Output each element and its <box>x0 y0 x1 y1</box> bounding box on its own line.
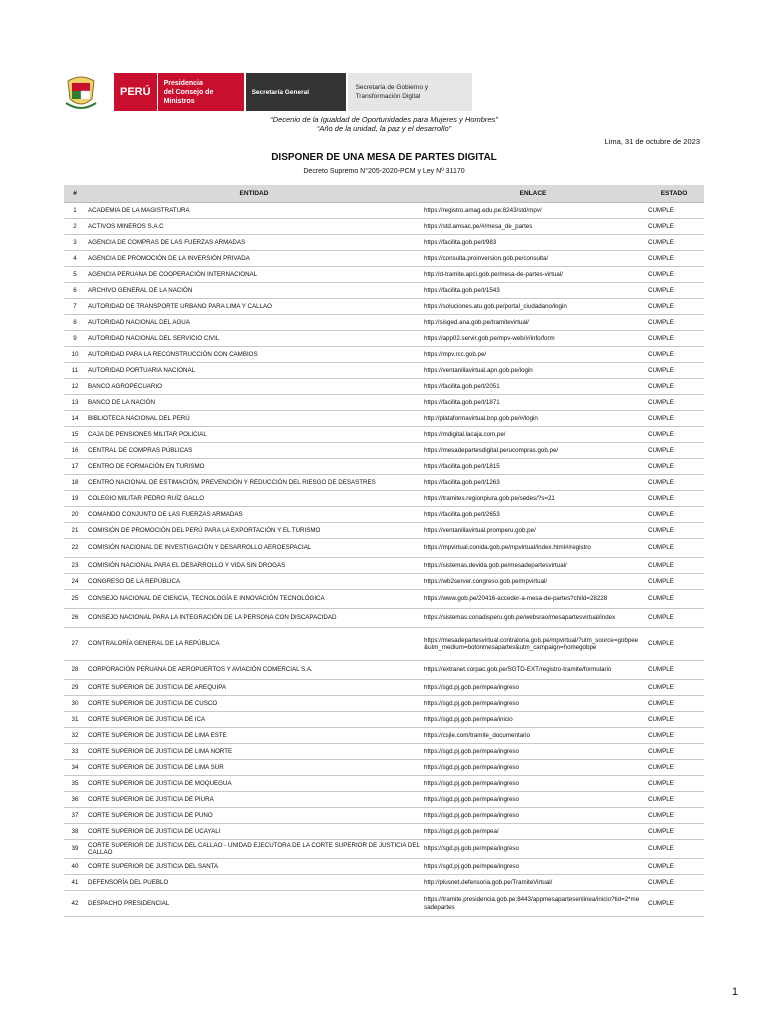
row-enlace[interactable]: https://wb2server.congreso.gob.pe/mpvirtual/ <box>422 574 644 590</box>
row-estado: CUMPLE <box>644 331 704 347</box>
row-enlace[interactable]: https://facilita.gob.pe/t/1263 <box>422 475 644 491</box>
row-entidad: ACADEMIA DE LA MAGISTRATURA <box>86 203 422 219</box>
row-number: 16 <box>64 443 86 459</box>
row-estado: CUMPLE <box>644 539 704 558</box>
row-estado: CUMPLE <box>644 283 704 299</box>
row-enlace[interactable]: https://sgd.pj.gob.pe/mpea/ingreso <box>422 840 644 859</box>
row-entidad: COMISIÓN NACIONAL PARA EL DESARROLLO Y VIDA SIN DROGAS <box>86 558 422 574</box>
row-estado: CUMPLE <box>644 744 704 760</box>
table-row <box>64 267 704 283</box>
row-number: 6 <box>64 283 86 299</box>
row-estado: CUMPLE <box>644 680 704 696</box>
row-number: 25 <box>64 590 86 609</box>
row-estado: CUMPLE <box>644 891 704 917</box>
row-number: 17 <box>64 459 86 475</box>
row-enlace[interactable]: https://facilita.gob.pe/t/983 <box>422 235 644 251</box>
row-entidad: CENTRO NACIONAL DE ESTIMACIÓN, PREVENCIÓN Y REDUCCIÓN DEL RIESGO DE DESASTRES <box>86 475 422 491</box>
table-row <box>64 427 704 443</box>
row-entidad: DEFENSORÍA DEL PUEBLO <box>86 875 422 891</box>
row-entidad: AUTORIDAD NACIONAL DEL SERVICIO CIVIL <box>86 331 422 347</box>
row-number: 40 <box>64 859 86 875</box>
row-number: 32 <box>64 728 86 744</box>
row-estado: CUMPLE <box>644 379 704 395</box>
row-estado: CUMPLE <box>644 443 704 459</box>
sgtd-label <box>348 73 472 111</box>
row-entidad: CORTE SUPERIOR DE JUSTICIA DE UCAYALI <box>86 824 422 840</box>
row-estado: CUMPLE <box>644 712 704 728</box>
row-number: 19 <box>64 491 86 507</box>
row-entidad: CORTE SUPERIOR DE JUSTICIA DE LIMA ESTE <box>86 728 422 744</box>
row-entidad: AUTORIDAD NACIONAL DEL AGUA <box>86 315 422 331</box>
header-entidad: ENTIDAD <box>86 185 422 203</box>
table-row <box>64 395 704 411</box>
row-number: 26 <box>64 609 86 628</box>
table-row <box>64 808 704 824</box>
peru-label: PERÚ <box>118 73 158 111</box>
row-entidad: CORTE SUPERIOR DE JUSTICIA DE LIMA NORTE <box>86 744 422 760</box>
page-subtitle: Decreto Supremo N°205-2020-PCM y Ley Nº 31170 <box>303 168 465 175</box>
table-row <box>64 491 704 507</box>
row-estado: CUMPLE <box>644 840 704 859</box>
pcm-line2: del Consejo de Ministros <box>163 88 214 105</box>
row-entidad: ARCHIVO GENERAL DE LA NACIÓN <box>86 283 422 299</box>
row-enlace[interactable]: https://registro.amag.edu.pe:8243/std/mpv/ <box>422 203 644 219</box>
header-number: # <box>64 185 86 203</box>
row-enlace[interactable]: https://sgd.pj.gob.pe/mpea/ingreso <box>422 744 644 760</box>
row-number: 13 <box>64 395 86 411</box>
row-entidad: BIBLIOTECA NACIONAL DEL PERÚ <box>86 411 422 427</box>
row-number: 10 <box>64 347 86 363</box>
row-estado: CUMPLE <box>644 776 704 792</box>
row-entidad: AGENCIA PERUANA DE COOPERACIÓN INTERNACIONAL <box>86 267 422 283</box>
table-row <box>64 219 704 235</box>
pcm-label <box>158 79 244 106</box>
row-enlace[interactable]: https://consulta.proinversion.gob.pe/consulta/ <box>422 251 644 267</box>
row-estado: CUMPLE <box>644 219 704 235</box>
table-row <box>64 283 704 299</box>
page-number: 1 <box>731 986 738 998</box>
row-enlace[interactable]: https://sgd.pj.gob.pe/mpea/ingreso <box>422 760 644 776</box>
header-estado: ESTADO <box>644 185 704 203</box>
row-estado: CUMPLE <box>644 696 704 712</box>
row-estado: CUMPLE <box>644 824 704 840</box>
row-estado: CUMPLE <box>644 267 704 283</box>
row-enlace[interactable]: https://app02.servir.gob.pe/mpv-web/#/info/form <box>422 331 644 347</box>
table-row <box>64 523 704 539</box>
row-number: 24 <box>64 574 86 590</box>
pcm-line1: Presidencia <box>163 79 203 87</box>
row-enlace[interactable]: https://facilita.gob.pe/t/1871 <box>422 395 644 411</box>
row-estado: CUMPLE <box>644 299 704 315</box>
row-enlace[interactable]: http://d-tramite.apci.gob.pe/mesa-de-partes-virtual/ <box>422 267 644 283</box>
row-enlace[interactable]: https://sgd.pj.gob.pe/mpea/ingreso <box>422 808 644 824</box>
table-row <box>64 712 704 728</box>
row-entidad: BANCO AGROPECUARIO <box>86 379 422 395</box>
table-row <box>64 776 704 792</box>
row-number: 38 <box>64 824 86 840</box>
row-entidad: CORTE SUPERIOR DE JUSTICIA DEL CALLAO - UNIDAD EJECUTORA DE LA CORTE SUPERIOR DE JUSTICIA DEL CALLAO <box>86 840 422 859</box>
row-number: 4 <box>64 251 86 267</box>
table-row <box>64 680 704 696</box>
row-enlace[interactable]: https://sgd.pj.gob.pe/mpea/ingreso <box>422 859 644 875</box>
row-enlace[interactable]: https://extranet.corpac.gob.pe/SGTD-EXT/registro-tramite/formulario <box>422 661 644 680</box>
row-enlace[interactable]: https://std.amsac.pe/#/mesa_de_partes <box>422 219 644 235</box>
row-entidad: AGENCIA DE COMPRAS DE LAS FUERZAS ARMADAS <box>86 235 422 251</box>
row-estado: CUMPLE <box>644 315 704 331</box>
row-number: 37 <box>64 808 86 824</box>
row-enlace[interactable]: https://soluciones.atu.gob.pe/portal_ciudadano/login <box>422 299 644 315</box>
decenio-line2: “Año de la unidad, la paz y el desarrollo” <box>316 124 452 133</box>
row-enlace[interactable]: https://facilita.gob.pe/t/2653 <box>422 507 644 523</box>
table-row <box>64 315 704 331</box>
row-number: 14 <box>64 411 86 427</box>
table-row <box>64 840 704 859</box>
row-estado: CUMPLE <box>644 459 704 475</box>
row-entidad: CORTE SUPERIOR DE JUSTICIA DE PUNO <box>86 808 422 824</box>
row-enlace[interactable]: https://tramite.presidencia.gob.pe:8443/appmesapartesenlinea/inicio?tid=2*mesadepartes <box>422 891 644 917</box>
row-enlace[interactable]: https://mesadepartesvirtual.contraloria.gob.pe/mpvirtual/?utm_source=gobpee&utm_medium=botonmesapartes&utm_campaign=homegobpe <box>422 628 644 661</box>
sgtd-line1: Secretaría de Gobierno y <box>355 84 429 91</box>
row-entidad: CORTE SUPERIOR DE JUSTICIA DE LIMA SUR <box>86 760 422 776</box>
row-estado: CUMPLE <box>644 590 704 609</box>
row-number: 41 <box>64 875 86 891</box>
row-enlace[interactable]: https://tramites.regionpiura.gob.pe/sedes/?s=21 <box>422 491 644 507</box>
row-entidad: COMISIÓN NACIONAL DE INVESTIGACIÓN Y DESARROLLO AEROESPACIAL <box>86 539 422 558</box>
table-row <box>64 760 704 776</box>
row-entidad: CENTRAL DE COMPRAS PÚBLICAS <box>86 443 422 459</box>
row-enlace[interactable]: http://sisged.ana.gob.pe/tramitevirtual/ <box>422 315 644 331</box>
table-row <box>64 443 704 459</box>
row-entidad: CORTE SUPERIOR DE JUSTICIA DE CUSCO <box>86 696 422 712</box>
row-enlace[interactable]: http://plusnet.defensoria.gob.pe/TramiteVirtual/ <box>422 875 644 891</box>
table-header-row <box>64 185 704 203</box>
row-estado: CUMPLE <box>644 523 704 539</box>
row-estado: CUMPLE <box>644 363 704 379</box>
secretaria-general-label: Secretaría General <box>246 73 346 111</box>
row-number: 33 <box>64 744 86 760</box>
table-row <box>64 728 704 744</box>
row-enlace[interactable]: http://plataformavirtual.bnp.gob.pe/#/login <box>422 411 644 427</box>
row-estado: CUMPLE <box>644 728 704 744</box>
row-estado: CUMPLE <box>644 661 704 680</box>
row-estado: CUMPLE <box>644 792 704 808</box>
row-entidad: COMISIÓN DE PROMOCIÓN DEL PERÚ PARA LA EXPORTACIÓN Y EL TURISMO <box>86 523 422 539</box>
row-number: 23 <box>64 558 86 574</box>
page-title: DISPONER DE UNA MESA DE PARTES DIGITAL <box>271 152 497 163</box>
row-entidad: AGENCIA DE PROMOCIÓN DE LA INVERSIÓN PRIVADA <box>86 251 422 267</box>
table-row <box>64 696 704 712</box>
table-row <box>64 875 704 891</box>
row-number: 1 <box>64 203 86 219</box>
row-estado: CUMPLE <box>644 235 704 251</box>
row-enlace[interactable]: https://sistemas.conadisperu.gob.pe/websrao/mesapartesvirtual/index <box>422 609 644 628</box>
row-entidad: CONSEJO NACIONAL DE CIENCIA, TECNOLOGÍA E INNOVACIÓN TECNOLÓGICA <box>86 590 422 609</box>
crest-stripe <box>104 73 114 111</box>
row-enlace[interactable]: https://facilita.gob.pe/t/1815 <box>422 459 644 475</box>
row-enlace[interactable]: https://sgd.pj.gob.pe/mpea/ingreso <box>422 792 644 808</box>
row-estado: CUMPLE <box>644 427 704 443</box>
row-estado: CUMPLE <box>644 859 704 875</box>
row-estado: CUMPLE <box>644 203 704 219</box>
row-number: 36 <box>64 792 86 808</box>
row-number: 20 <box>64 507 86 523</box>
row-entidad: AUTORIDAD PORTUARIA NACIONAL <box>86 363 422 379</box>
row-enlace[interactable]: https://sgd.pj.gob.pe/mpea/ingreso <box>422 776 644 792</box>
row-enlace[interactable]: https://sgd.pj.gob.pe/mpea/inicio <box>422 712 644 728</box>
row-estado: CUMPLE <box>644 574 704 590</box>
row-number: 3 <box>64 235 86 251</box>
row-number: 29 <box>64 680 86 696</box>
row-number: 15 <box>64 427 86 443</box>
row-number: 39 <box>64 840 86 859</box>
row-number: 21 <box>64 523 86 539</box>
row-estado: CUMPLE <box>644 558 704 574</box>
row-enlace[interactable]: https://ventanillavirtual.promperu.gob.pe/ <box>422 523 644 539</box>
row-number: 30 <box>64 696 86 712</box>
sgtd-line2: Transformación Digital <box>355 93 421 100</box>
row-number: 31 <box>64 712 86 728</box>
table-row <box>64 859 704 875</box>
row-estado: CUMPLE <box>644 875 704 891</box>
row-estado: CUMPLE <box>644 628 704 661</box>
table-row <box>64 824 704 840</box>
row-estado: CUMPLE <box>644 347 704 363</box>
row-entidad: CORTE SUPERIOR DE JUSTICIA DE MOQUEGUA <box>86 776 422 792</box>
table-row <box>64 558 704 574</box>
table-row <box>64 379 704 395</box>
table-row <box>64 475 704 491</box>
row-entidad: BANCO DE LA NACIÓN <box>86 395 422 411</box>
row-enlace[interactable]: https://sgd.pj.gob.pe/mpea/ingreso <box>422 696 644 712</box>
table-row <box>64 299 704 315</box>
table-row <box>64 235 704 251</box>
table-row <box>64 744 704 760</box>
table-row <box>64 609 704 628</box>
row-number: 12 <box>64 379 86 395</box>
row-number: 28 <box>64 661 86 680</box>
table-row <box>64 411 704 427</box>
pcm-header <box>64 72 472 112</box>
row-entidad: ACTIVOS MINEROS S.A.C <box>86 219 422 235</box>
row-entidad: CORTE SUPERIOR DE JUSTICIA DE ICA <box>86 712 422 728</box>
row-enlace[interactable]: https://sgd.pj.gob.pe/mpea/ <box>422 824 644 840</box>
row-number: 42 <box>64 891 86 917</box>
row-number: 9 <box>64 331 86 347</box>
table-row <box>64 347 704 363</box>
row-number: 11 <box>64 363 86 379</box>
row-enlace[interactable]: https://mpv.rcc.gob.pe/ <box>422 347 644 363</box>
row-estado: CUMPLE <box>644 395 704 411</box>
row-estado: CUMPLE <box>644 609 704 628</box>
row-entidad: AUTORIDAD DE TRANSPORTE URBANO PARA LIMA Y CALLAO <box>86 299 422 315</box>
header-enlace: ENLACE <box>422 185 644 203</box>
row-enlace[interactable]: https://ventanillavirtual.apn.gob.pe/login <box>422 363 644 379</box>
row-entidad: CONGRESO DE LA REPÚBLICA <box>86 574 422 590</box>
row-estado: CUMPLE <box>644 760 704 776</box>
row-estado: CUMPLE <box>644 808 704 824</box>
row-estado: CUMPLE <box>644 251 704 267</box>
row-estado: CUMPLE <box>644 411 704 427</box>
row-entidad: CENTRO DE FORMACIÓN EN TURISMO <box>86 459 422 475</box>
table-row <box>64 331 704 347</box>
row-entidad: AUTORIDAD PARA LA RECONSTRUCCIÓN CON CAMBIOS <box>86 347 422 363</box>
row-enlace[interactable]: https://facilita.gob.pe/t/1543 <box>422 283 644 299</box>
row-number: 5 <box>64 267 86 283</box>
peru-coat-of-arms-icon <box>64 73 98 111</box>
row-number: 22 <box>64 539 86 558</box>
row-entidad: CONSEJO NACIONAL PARA LA INTEGRACIÓN DE LA PERSONA CON DISCAPACIDAD <box>86 609 422 628</box>
row-entidad: CAJA DE PENSIONES MILITAR POLICIAL <box>86 427 422 443</box>
row-number: 18 <box>64 475 86 491</box>
row-entidad: COMANDO CONJUNTO DE LAS FUERZAS ARMADAS <box>86 507 422 523</box>
row-enlace[interactable]: https://www.gob.pe/20416-acceder-a-mesa-de-partes?child=28228 <box>422 590 644 609</box>
row-enlace[interactable]: https://csjle.com/tramite_documentario <box>422 728 644 744</box>
row-entidad: CORTE SUPERIOR DE JUSTICIA DE AREQUIPA <box>86 680 422 696</box>
table-row <box>64 628 704 661</box>
row-entidad: CORPORACIÓN PERUANA DE AEROPUERTOS Y AVIACIÓN COMERCIAL S.A. <box>86 661 422 680</box>
table-row <box>64 507 704 523</box>
decenio-line1: “Decenio de la Igualdad de Oportunidades para Mujeres y Hombres” <box>270 115 498 124</box>
row-estado: CUMPLE <box>644 475 704 491</box>
row-entidad: CORTE SUPERIOR DE JUSTICIA DEL SANTA <box>86 859 422 875</box>
row-enlace[interactable]: https://mdigital.lacaja.com.pe/ <box>422 427 644 443</box>
row-estado: CUMPLE <box>644 491 704 507</box>
table-row <box>64 203 704 219</box>
row-entidad: CONTRALORÍA GENERAL DE LA REPÚBLICA <box>86 628 422 661</box>
row-number: 2 <box>64 219 86 235</box>
table-row <box>64 590 704 609</box>
table-body <box>64 203 704 917</box>
table-row <box>64 891 704 917</box>
row-enlace[interactable]: https://mesadepartesdigital.perucompras.gob.pe/ <box>422 443 644 459</box>
row-entidad: COLEGIO MILITAR PEDRO RUÍZ GALLO <box>86 491 422 507</box>
entities-table <box>64 185 704 917</box>
table-row <box>64 459 704 475</box>
row-entidad: DESPACHO PRESIDENCIAL <box>86 891 422 917</box>
table-row <box>64 363 704 379</box>
row-enlace[interactable]: https://sistemas.devida.gob.pe/mesadepartesvirtual/ <box>422 558 644 574</box>
peru-brand-block <box>104 73 244 111</box>
row-enlace[interactable]: https://facilita.gob.pe/t/2051 <box>422 379 644 395</box>
row-number: 8 <box>64 315 86 331</box>
row-enlace[interactable]: https://sgd.pj.gob.pe/mpea/ingreso <box>422 680 644 696</box>
row-number: 7 <box>64 299 86 315</box>
row-entidad: CORTE SUPERIOR DE JUSTICIA DE PIURA <box>86 792 422 808</box>
table-row <box>64 539 704 558</box>
row-estado: CUMPLE <box>644 507 704 523</box>
table-row <box>64 251 704 267</box>
row-number: 27 <box>64 628 86 661</box>
table-row <box>64 574 704 590</box>
row-enlace[interactable]: https://mpvirtual.conida.gob.pe/mpvirtual/index.html#/registro <box>422 539 644 558</box>
table-row <box>64 661 704 680</box>
document-date: Lima, 31 de octubre de 2023 <box>604 137 700 146</box>
row-number: 34 <box>64 760 86 776</box>
table-row <box>64 792 704 808</box>
row-number: 35 <box>64 776 86 792</box>
